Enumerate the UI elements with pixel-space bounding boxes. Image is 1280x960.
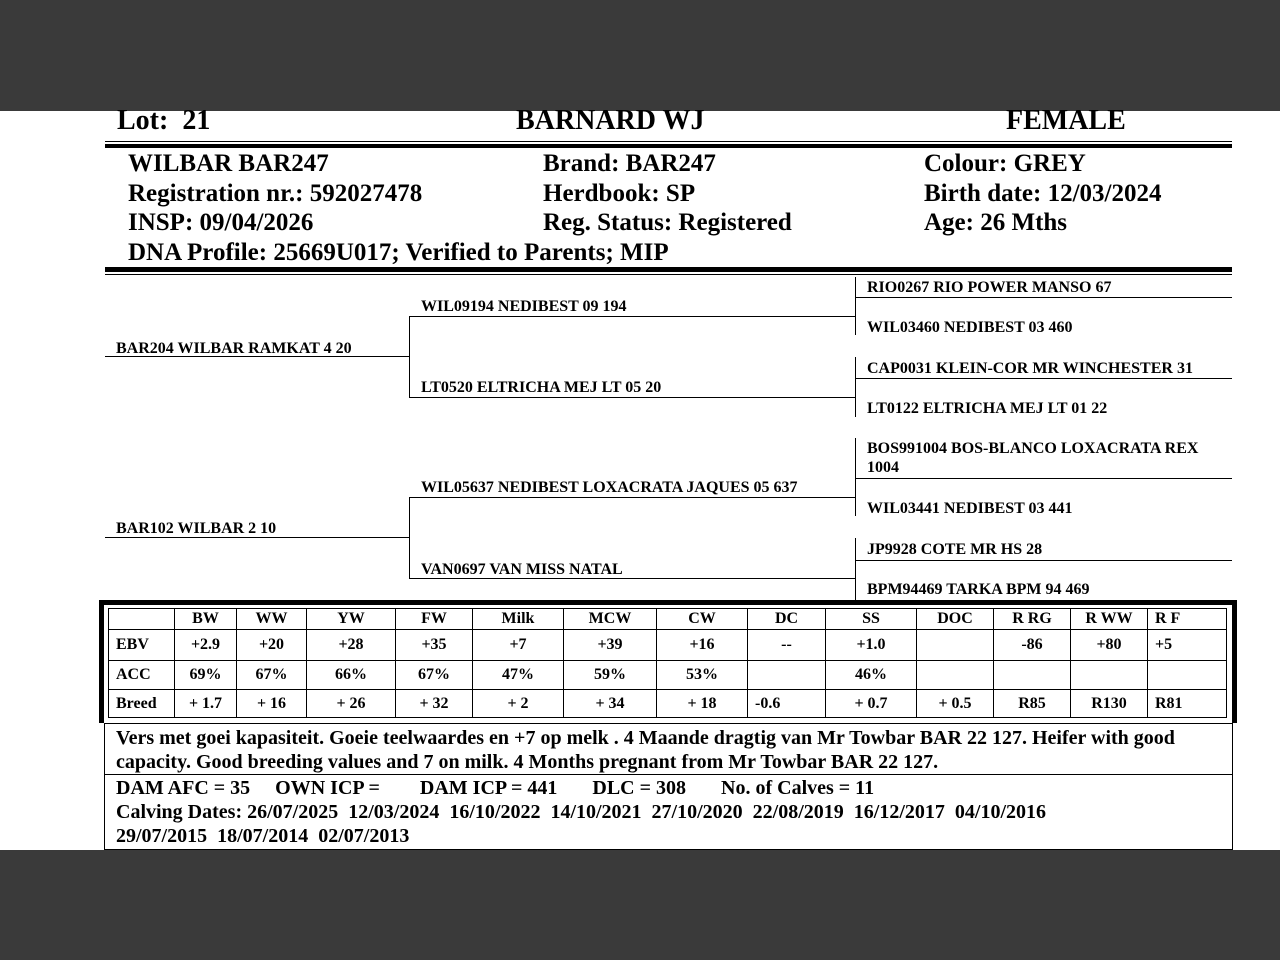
calving-dates-line2: 29/07/2015 18/07/2014 02/07/2013 xyxy=(116,825,410,847)
breed-row-label: Breed xyxy=(109,690,175,718)
pedigree-line xyxy=(409,497,855,498)
colour: Colour: GREY xyxy=(924,150,1086,177)
breed-cell: + 0.7 xyxy=(826,690,917,718)
pedigree-line xyxy=(855,538,856,600)
dna-profile: DNA Profile: 25669U017; Verified to Parents; MIP xyxy=(128,238,669,266)
ebv-table xyxy=(108,608,1227,718)
acc-cell xyxy=(994,661,1071,690)
acc-cell xyxy=(917,661,994,690)
ebv-row xyxy=(109,630,1227,661)
ebv-frame-right xyxy=(1232,600,1237,723)
ebv-header-cell xyxy=(109,609,175,630)
info-rule-thin xyxy=(105,274,1232,275)
acc-cell: 59% xyxy=(564,661,657,690)
pedigree-line xyxy=(855,478,1232,479)
acc-row xyxy=(109,661,1227,690)
pedigree-ggp-1: RIO0267 RIO POWER MANSO 67 xyxy=(867,279,1112,296)
lot-label: Lot: xyxy=(117,105,169,136)
ebv-frame-top xyxy=(99,600,1237,605)
ebv-cell: +80 xyxy=(1071,630,1148,661)
acc-cell xyxy=(748,661,826,690)
ebv-cell: -86 xyxy=(994,630,1071,661)
ebv-header-cell: MCW xyxy=(564,609,657,630)
pedigree-line xyxy=(855,378,1232,379)
animal-name: WILBAR BAR247 xyxy=(128,150,329,177)
ebv-cell: +39 xyxy=(564,630,657,661)
pedigree-line xyxy=(855,560,1232,561)
ebv-row-label: EBV xyxy=(109,630,175,661)
ebv-cell: +2.9 xyxy=(175,630,237,661)
ebv-frame-left xyxy=(99,600,104,723)
lot-number: 21 xyxy=(182,105,211,136)
pedigree-line xyxy=(409,316,855,317)
pedigree-ggp-3: CAP0031 KLEIN-COR MR WINCHESTER 31 xyxy=(867,360,1193,377)
breed-cell: + 1.7 xyxy=(175,690,237,718)
breed-cell: + 32 xyxy=(396,690,473,718)
sex-label: FEMALE xyxy=(1006,105,1126,136)
pedigree-line xyxy=(409,397,855,398)
breed-cell: R81 xyxy=(1148,690,1227,718)
pedigree-dam-dam: VAN0697 VAN MISS NATAL xyxy=(421,561,623,578)
ebv-header-cell: DC xyxy=(748,609,826,630)
breed-cell: + 26 xyxy=(307,690,396,718)
breed-cell: + 2 xyxy=(473,690,564,718)
calving-dates-line1: Calving Dates: 26/07/2025 12/03/2024 16/10/2022 14/10/2021 27/10/2020 22/08/2019 16/12/2017 04/10/2016 xyxy=(116,801,1047,823)
acc-cell: 67% xyxy=(237,661,307,690)
pedigree-sire-dam: LT0520 ELTRICHA MEJ LT 05 20 xyxy=(421,379,662,396)
breed-row xyxy=(109,690,1227,718)
acc-cell: 69% xyxy=(175,661,237,690)
age: Age: 26 Mths xyxy=(924,209,1068,236)
pedigree-ggp-8: BPM94469 TARKA BPM 94 469 xyxy=(867,581,1090,598)
ebv-cell: +28 xyxy=(307,630,396,661)
calving-summary: DAM AFC = 35 OWN ICP = DAM ICP = 441 DLC = 308 No. of Calves = 11 xyxy=(116,777,875,799)
pedigree-line xyxy=(855,277,856,335)
ebv-cell: +7 xyxy=(473,630,564,661)
ebv-cell: +16 xyxy=(657,630,748,661)
acc-cell: 66% xyxy=(307,661,396,690)
inspection-date: INSP: 09/04/2026 xyxy=(128,209,314,236)
pedigree-dam-sire: WIL05637 NEDIBEST LOXACRATA JAQUES 05 637 xyxy=(421,479,798,496)
pedigree-line xyxy=(409,316,410,397)
ebv-header-cell: WW xyxy=(237,609,307,630)
acc-cell: 47% xyxy=(473,661,564,690)
ebv-cell xyxy=(917,630,994,661)
ebv-cell: +35 xyxy=(396,630,473,661)
pedigree-line xyxy=(855,357,856,417)
registration-status: Reg. Status: Registered xyxy=(543,209,792,236)
ebv-header-cell: SS xyxy=(826,609,917,630)
pedigree-dam: BAR102 WILBAR 2 10 xyxy=(116,520,277,537)
ebv-header-cell: YW xyxy=(307,609,396,630)
pedigree-sire: BAR204 WILBAR RAMKAT 4 20 xyxy=(116,340,352,357)
ebv-header-cell: DOC xyxy=(917,609,994,630)
acc-row-label: ACC xyxy=(109,661,175,690)
pedigree-line xyxy=(105,356,409,357)
pedigree-line xyxy=(409,578,855,579)
acc-cell xyxy=(1148,661,1227,690)
ebv-cell: +20 xyxy=(237,630,307,661)
pedigree-line xyxy=(409,497,410,578)
pedigree-ggp-4: LT0122 ELTRICHA MEJ LT 01 22 xyxy=(867,400,1108,417)
pedigree-line xyxy=(105,537,409,538)
animal-info-col2 xyxy=(543,149,792,238)
info-rule-thick xyxy=(105,267,1232,272)
animal-info-col3 xyxy=(924,149,1162,238)
acc-cell: 67% xyxy=(396,661,473,690)
lot-heading xyxy=(117,105,210,137)
ebv-header-cell: BW xyxy=(175,609,237,630)
pedigree-ggp-5: BOS991004 BOS-BLANCO LOXACRATA REX 1004 xyxy=(867,440,1199,476)
pedigree-line xyxy=(855,438,856,516)
breed-cell: R85 xyxy=(994,690,1071,718)
breed-cell: + 0.5 xyxy=(917,690,994,718)
breed-cell: + 16 xyxy=(237,690,307,718)
breed-cell: + 34 xyxy=(564,690,657,718)
header-rule-thin xyxy=(105,141,1232,142)
herdbook: Herdbook: SP xyxy=(543,179,696,207)
ebv-header-cell: R WW xyxy=(1071,609,1148,630)
pedigree-ggp-2: WIL03460 NEDIBEST 03 460 xyxy=(867,319,1073,336)
pedigree-sire-sire: WIL09194 NEDIBEST 09 194 xyxy=(421,298,627,315)
pedigree-line xyxy=(855,297,1232,298)
ebv-cell: -- xyxy=(748,630,826,661)
ebv-header-cell: CW xyxy=(657,609,748,630)
lot-catalogue-page xyxy=(0,105,1280,850)
breed-cell: R130 xyxy=(1071,690,1148,718)
ebv-cell: +1.0 xyxy=(826,630,917,661)
ebv-header-cell: FW xyxy=(396,609,473,630)
acc-cell: 46% xyxy=(826,661,917,690)
header-rule-thick xyxy=(105,144,1232,148)
breed-cell: + 18 xyxy=(657,690,748,718)
birth-date: Birth date: 12/03/2024 xyxy=(924,179,1162,207)
brand: Brand: BAR247 xyxy=(543,150,716,177)
comments-text: Vers met goei kapasiteit. Goeie teelwaardes en +7 op melk . 4 Maande dragtig van Mr Towbar BAR 22 127. Heifer with good capacity. Good breeding values and 7 on milk. 4 Months pregnant from Mr Towbar BAR 22 127. xyxy=(116,727,1175,773)
acc-cell xyxy=(1071,661,1148,690)
ebv-header-cell: Milk xyxy=(473,609,564,630)
registration-number: Registration nr.: 592027478 xyxy=(128,179,423,207)
ebv-header-cell: R F xyxy=(1148,609,1227,630)
breed-cell: -0.6 xyxy=(748,690,826,718)
ebv-header-row xyxy=(109,609,1227,630)
pedigree-ggp-7: JP9928 COTE MR HS 28 xyxy=(867,541,1043,558)
acc-cell: 53% xyxy=(657,661,748,690)
ebv-header-cell: R RG xyxy=(994,609,1071,630)
pedigree-ggp-6: WIL03441 NEDIBEST 03 441 xyxy=(867,500,1073,517)
ebv-cell: +5 xyxy=(1148,630,1227,661)
breeder-name: BARNARD WJ xyxy=(516,105,705,136)
